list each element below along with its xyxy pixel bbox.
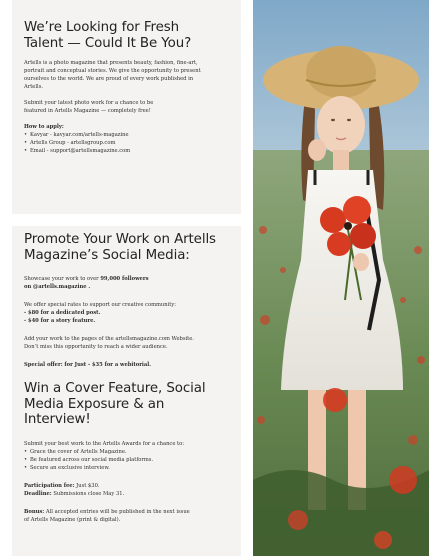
rate-dedicated-post: - $80 for a dedicated post. — [24, 310, 101, 316]
talent-heading-line2: Talent — Could It Be You? — [24, 35, 192, 51]
submit-paragraph: Submit your latest photo work for a chance to be featured in Artells Magazine — completely free! — [24, 100, 154, 114]
award-item-interview: • Secure an exclusive interview. — [24, 464, 110, 471]
promote-card — [12, 226, 241, 556]
apply-item-email[interactable]: • Email - support@artellsmagazine.com — [24, 148, 131, 154]
how-to-apply-label: How to apply: — [24, 124, 64, 130]
talent-heading-line1: We’re Looking for Fresh — [24, 20, 179, 35]
award-item-social: • Be featured across our social media platforms. — [24, 456, 154, 463]
apply-list — [24, 131, 231, 155]
promote-heading: Promote Your Work on Artells Magazine’s Social Media: — [24, 232, 216, 263]
website-paragraph: Add your work to the pages of the artellsmagazine.com Website. Don’t miss this opportunity to reach a wider audience. — [24, 336, 194, 350]
apply-item-artells-group[interactable]: • Artells Group - artellsgroup.com — [24, 140, 116, 146]
rates-paragraph: We offer special rates to support our creative community: - $80 for a dedicated post. - $40 for a story feature. — [24, 302, 177, 324]
talent-card — [12, 0, 241, 214]
awards-intro: Submit your best work to the Artells Awards for a chance to: — [24, 440, 185, 447]
bonus-paragraph: Bonus: All accepted entries will be published in the next issue of Artells Magazine (print & digital). — [24, 508, 190, 523]
award-item-cover: • Grace the cover of Artells Magazine. — [24, 448, 127, 455]
girl-with-poppies-photo — [253, 0, 429, 556]
intro-paragraph: Artells is a photo magazine that presents beauty, fashion, fine-art, portrait and conceptual stories. We give the opportunity to present ourselves to the world. We are proud of every work published in Artells. — [24, 60, 201, 90]
special-offer: Special offer: for Just - $35 for a webitorial. — [24, 362, 152, 368]
fee-deadline: Participation fee: Just $30. Deadline: Submissions close May 31. — [24, 482, 125, 497]
instagram-handle[interactable]: on @artells.magazine . — [24, 284, 91, 290]
talent-heading — [24, 20, 231, 51]
apply-item-kavyar[interactable]: • Kavyar - kavyar.com/artells-magazine — [24, 132, 129, 138]
showcase-paragraph: Showcase your work to over 99,000 followers on @artells.magazine . — [24, 276, 149, 290]
awards-list — [24, 448, 231, 472]
rate-story-feature: - $40 for a story feature. — [24, 318, 96, 324]
cover-heading: Win a Cover Feature, Social Media Exposure & an Interview! — [24, 381, 206, 427]
